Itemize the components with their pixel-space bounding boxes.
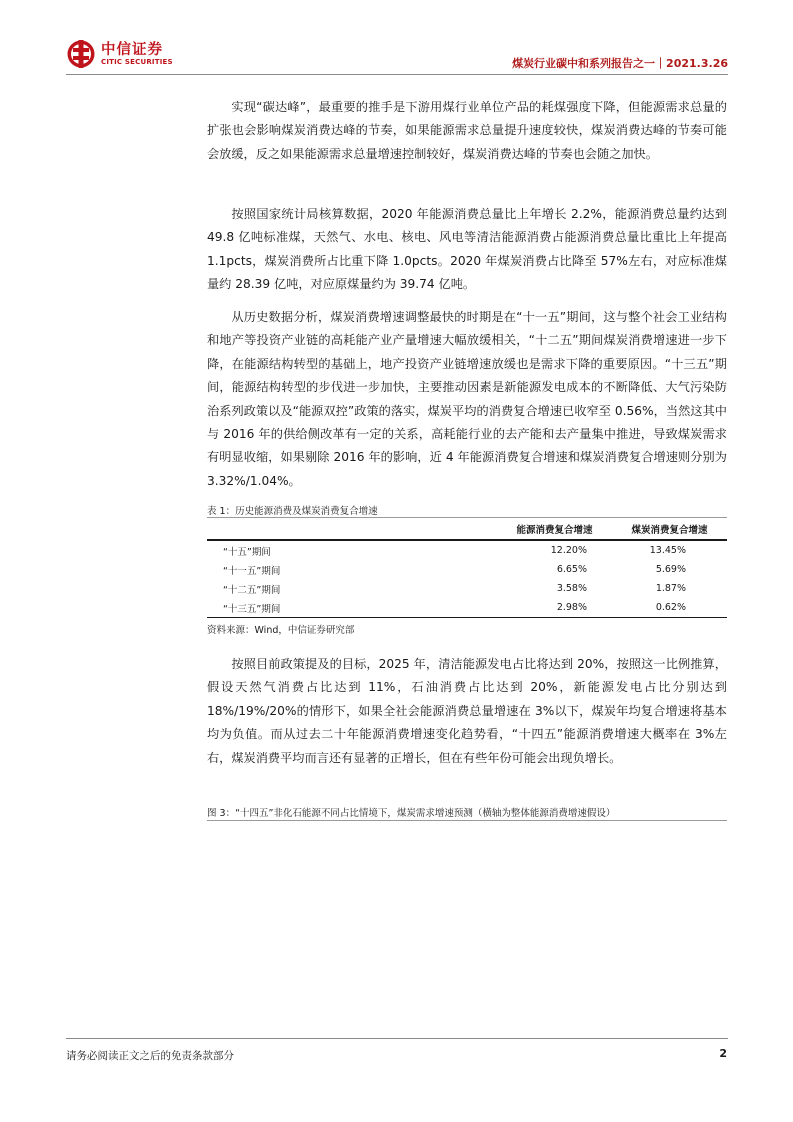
coal-growth-cell: 13.45%: [649, 545, 686, 556]
coal-growth-cell: 5.69%: [655, 564, 686, 575]
body-paragraph: 按照目前政策提及的目标，2025 年，清洁能源发电占比将达到 20%，按照这一比例推算，假设天然气消费占比达到 11%，石油消费占比达到 20%，新能源发电占比分别达到 18%/19%/20%的情形下，如果全社会能源消费总量增速在 3%以下，煤炭年均复合增速将基本均为负值。而从过去二十年能源消费增速变化趋势看，“十四五”能源消费增速大概率在 3%左右，煤炭消费平均而言还有显著的正增长，但在有些年份可能会出现负增长。: [207, 657, 727, 765]
figure-caption: 图 3：“十四五”非化石能源不同占比情境下，煤炭需求增速预测（横轴为整体能源消费增速假设）: [207, 808, 616, 819]
table-header-row: [207, 519, 727, 540]
energy-growth-cell: 6.65%: [556, 564, 587, 575]
page-number: 2: [719, 1047, 727, 1060]
table-source-note: 资料来源：Wind，中信证券研究部: [207, 625, 355, 636]
table-caption-divider: [207, 517, 727, 518]
table-header-period: [207, 519, 497, 540]
table-caption: 表 1：历史能源消费及煤炭消费复合增速: [207, 506, 378, 517]
table-row: [207, 560, 727, 579]
body-paragraph: 按照国家统计局核算数据，2020 年能源消费总量比上年增长 2.2%，能源消费总量约达到 49.8 亿吨标准煤，天然气、水电、核电、风电等清洁能源消费占能源消费总量比重比上年提高 1.1pcts，煤炭消费所占比重下降 1.0pcts。2020 年煤炭消费占比降至 57%左右，对应标准煤量约 28.39 亿吨，对应原煤量约为 39.74 亿吨。: [207, 207, 727, 292]
coal-growth-cell: 1.87%: [655, 583, 686, 594]
period-cell: “十一五”期间: [223, 565, 281, 577]
table-row: [207, 598, 727, 618]
body-paragraph: 实现“碳达峰”，最重要的推手是下游用煤行业单位产品的耗煤强度下降，但能源需求总量的扩张也会影响煤炭消费达峰的节奏，如果能源需求总量提升速度较快，煤炭消费达峰的节奏可能会放缓，反之如果能源需求总量增速控制较好，煤炭消费达峰的节奏也会随之加快。: [207, 100, 727, 161]
citic-logo-icon: [66, 39, 96, 69]
table-header-energy: 能源消费复合增速: [497, 519, 612, 540]
table-row: [207, 579, 727, 598]
growth-rate-table: [207, 519, 727, 618]
energy-growth-cell: 3.58%: [556, 583, 587, 594]
table-row: [207, 540, 727, 560]
logo-chinese-name: 中信证券: [101, 41, 163, 58]
energy-growth-cell: 2.98%: [497, 598, 612, 618]
figure-caption-divider: [207, 820, 727, 821]
page-header: [66, 37, 728, 73]
energy-growth-cell: 12.20%: [550, 545, 587, 556]
logo-english-name: CITIC SECURITIES: [101, 57, 173, 66]
table-header-coal: 煤炭消费复合增速: [612, 519, 727, 540]
report-title: 煤炭行业碳中和系列报告之一｜2021.3.26: [512, 57, 728, 70]
header-divider: [66, 74, 728, 75]
coal-growth-cell: 0.62%: [612, 598, 727, 618]
period-cell: “十五”期间: [223, 546, 271, 558]
body-paragraph: 从历史数据分析，煤炭消费增速调整最快的时期是在“十一五”期间，这与整个社会工业结构和地产等投资产业链的高耗能产业产量增速大幅放缓相关，“十二五”期间煤炭消费增速进一步下降，在能源结构转型的基础上，地产投资产业链增速放缓也是需求下降的重要原因。“十三五”期间，能源结构转型的步伐进一步加快，主要推动因素是新能源发电成本的不断降低、大气污染防治系列政策以及“能源双控”政策的落实，煤炭平均的消费复合增速已收窄至 0.56%，当然这其中与 2016 年的供给侧改革有一定的关系，高耗能行业的去产能和去产量集中推进，导致煤炭需求有明显收缩，如果剔除 2016 年的影响，近 4 年能源消费复合增速和煤炭消费复合增速则分别为 3.32%/1.04%。: [207, 310, 727, 488]
footer-divider: [66, 1038, 728, 1039]
period-cell: “十二五”期间: [223, 584, 281, 596]
disclaimer-note: 请务必阅读正文之后的免责条款部分: [66, 1050, 234, 1062]
citic-logo: [66, 39, 173, 69]
period-cell: “十三五”期间: [207, 598, 497, 618]
